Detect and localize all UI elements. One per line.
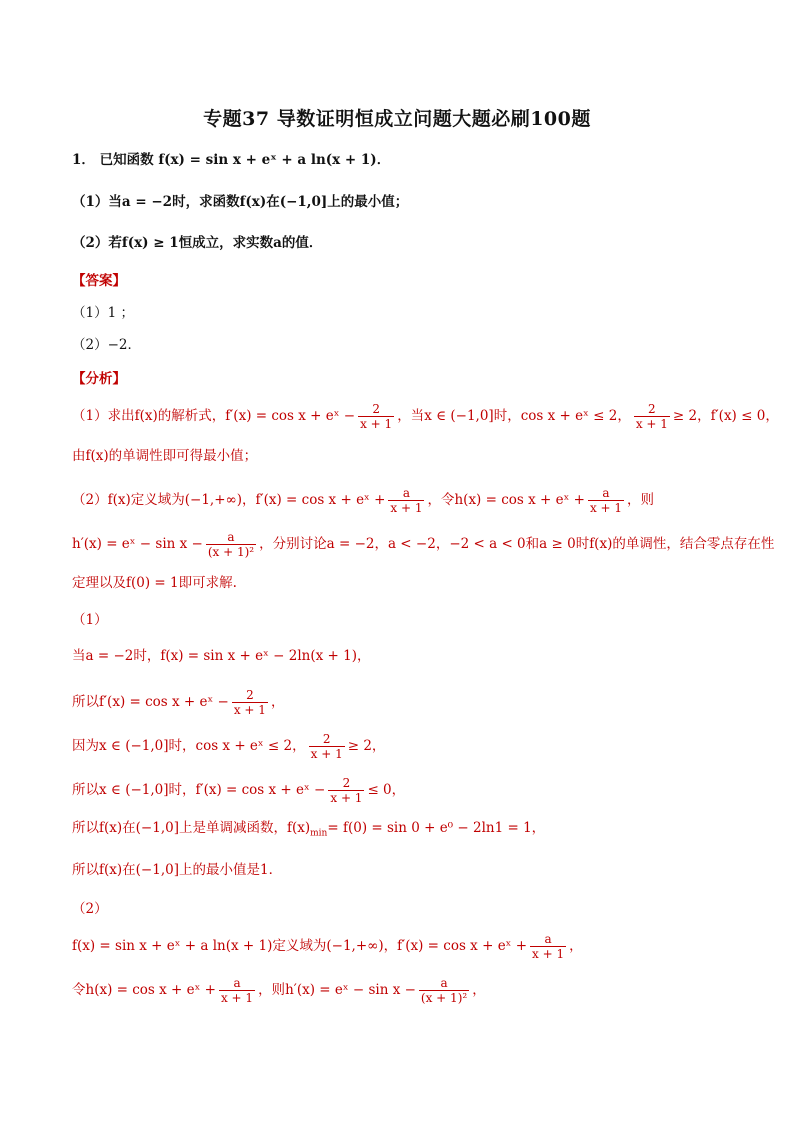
analysis-part-1-cont: 由f(x)的单调性即可得最小值；: [72, 448, 258, 464]
answer-1: （1）1 ；: [72, 305, 134, 321]
question-part-1: （1）当a = −2时，求函数f(x)在(−1,0]上的最小值；: [72, 194, 409, 210]
fraction: $\frac{2}{x + 1}$: [330, 776, 363, 805]
fraction: $\frac{a}{\text{(x + 1)²}}$: [207, 530, 255, 559]
solution-step-6: 所以f(x)在(−1,0]上的最小值是1．: [72, 862, 283, 878]
fraction: $\frac{a}{x + 1}$: [589, 486, 623, 515]
solution-part-2-label: （2）: [72, 901, 108, 917]
solution-step-5: 所以f(x)在(−1,0]上是单调减函数，$f(x)_{min}= f(0) = \sin 0 + e^0 - 2\ln 1 = 1$，: [72, 820, 546, 839]
question-part-2: （2）若f(x) ≥ 1恒成立，求实数a的值．: [72, 235, 323, 251]
analysis-part-1: （1）求出f(x)的解析式，f′(x) = cos x + eˣ − $\frac{2}{x + 1}$ ，当x ∈ (−1,0]时，cos x + eˣ ≤ 2， $\frac{2}{x + 1}$ ≥ 2，f′(x) ≤ 0，: [72, 402, 779, 431]
question-formula: f(x) = sin x + eˣ + a ln(x + 1): [158, 152, 377, 168]
solution-step-2: 所以f′(x) = cos x + eˣ − $\frac{2}{x + 1}$ ，: [72, 688, 285, 717]
answer-2: （2）−2．: [72, 337, 141, 353]
solution-step-7: f(x) = sin x + eˣ + a ln(x + 1)定义域为(−1,+∞)，f′(x) = cos x + eˣ + $\frac{a}{x + 1}$ ，: [72, 932, 583, 961]
analysis-part-2-end: 定理以及f(0) = 1即可求解.: [72, 575, 237, 591]
fraction: $\frac{a}{x + 1}$: [220, 976, 254, 1005]
fraction: $\frac{2}{x + 1}$: [360, 402, 393, 431]
fraction: $\frac{a}{x + 1}$: [390, 486, 423, 515]
answer-heading: 【答案】: [72, 273, 126, 289]
fraction: $\frac{a}{x + 1}$: [532, 932, 565, 961]
page-title: 专题37 导数证明恒成立问题大题必刷100题: [203, 108, 591, 130]
question-number: 1．: [72, 152, 95, 168]
solution-step-3: 因为x ∈ (−1,0]时，cos x + eˣ ≤ 2， $\frac{2}{x + 1}$ ≥ 2，: [72, 732, 386, 761]
fraction: $\frac{2}{x + 1}$: [233, 688, 266, 717]
solution-step-1: 当a = −2时，f(x) = sin x + eˣ − 2ln(x + 1)，: [72, 648, 371, 664]
question-stem: 1． 已知函数 f(x) = sin x + eˣ + a ln(x + 1)．: [72, 152, 391, 168]
analysis-heading: 【分析】: [72, 371, 126, 387]
fraction: $\frac{2}{x + 1}$: [310, 732, 343, 761]
solution-step-8: 令h(x) = cos x + eˣ + $\frac{a}{x + 1}$ ，则h′(x) = eˣ − sin x − $\frac{a}{\text{(x + 1)²}}$ ，: [72, 976, 486, 1005]
analysis-part-2: （2）f(x)定义域为(−1,+∞)，f′(x) = cos x + eˣ + $\frac{a}{x + 1}$ ，令h(x) = cos x + eˣ + $\frac{a}{x + 1}$ ，则: [72, 486, 655, 515]
solution-part-1-label: （1）: [72, 612, 108, 628]
solution-step-4: 所以x ∈ (−1,0]时，f′(x) = cos x + eˣ − $\frac{2}{x + 1}$ ≤ 0，: [72, 776, 406, 805]
analysis-part-2-cont: h′(x) = eˣ − sin x − $\frac{a}{\text{(x + 1)²}}$ ，分别讨论a = −2，a < −2，−2 < a < 0和a ≥ 0时f(x)的单调性，结合零点存在性: [72, 530, 775, 559]
fraction: $\frac{a}{\text{(x + 1)²}}$: [420, 976, 468, 1005]
fraction: $\frac{2}{x + 1}$: [635, 402, 668, 431]
